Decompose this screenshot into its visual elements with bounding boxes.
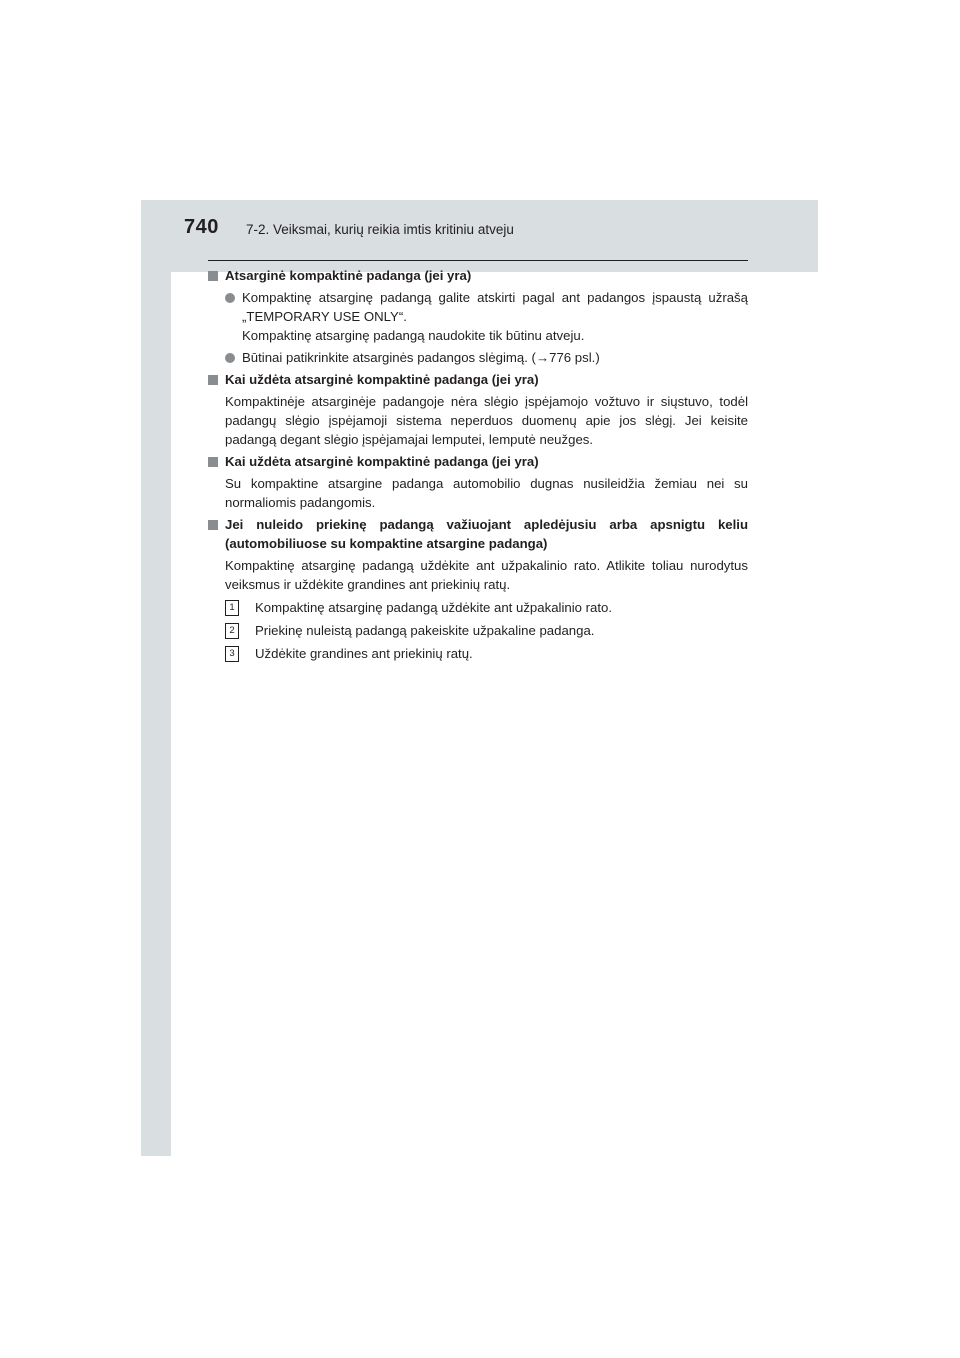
section-heading: Jei nuleido priekinę padangą važiuojant apledėjusiu arba apsnigtu keliu (automobiliuose su kompaktine atsargine padanga) — [225, 517, 748, 551]
step-text: Priekinę nuleistą padangą pakeiskite užpakaline padanga. — [255, 623, 595, 638]
step-item — [225, 598, 748, 617]
bullet-text: Kompaktinę atsarginę padangą galite atskirti pagal ant padangos įspaustą užrašą „TEMPORARY USE ONLY“. — [242, 290, 748, 324]
section-heading: Atsarginė kompaktinė padanga (jei yra) — [225, 268, 472, 283]
section-front-flat-icy-road — [208, 515, 748, 663]
section-text: Kompaktinėje atsarginėje padangoje nėra slėgio įspėjamojo vožtuvo ir siųstuvo, todėl padangų slėgio įspėjamoji sistema neperduos duomenų apie jos slėgį. Jei keisite padangą degant slėgio įspėjamajai lemputei, lemputė neužges. — [225, 394, 748, 447]
square-bullet-icon — [208, 457, 218, 467]
step-text: Uždėkite grandines ant priekinių ratų. — [255, 646, 473, 661]
step-number: 2 — [225, 623, 239, 639]
step-number: 3 — [225, 646, 239, 662]
square-bullet-icon — [208, 271, 218, 281]
bullet-text: Būtinai patikrinkite atsarginės padangos slėgimą. (→776 psl.) — [242, 350, 600, 365]
section-heading: Kai uždėta atsarginė kompaktinė padanga (jei yra) — [225, 454, 539, 469]
square-bullet-icon — [208, 520, 218, 530]
step-item — [225, 644, 748, 663]
step-item — [225, 621, 748, 640]
section-title: 7-2. Veiksmai, kurių reikia imtis kritiniu atveju — [246, 222, 514, 237]
step-number: 1 — [225, 600, 239, 616]
list-item — [225, 288, 748, 345]
content-divider — [208, 260, 748, 261]
square-bullet-icon — [208, 375, 218, 385]
list-item — [225, 348, 748, 367]
round-bullet-icon — [225, 353, 235, 363]
sidebar-band — [141, 200, 171, 1156]
step-text: Kompaktinę atsarginę padangą uždėkite ant užpakalinio rato. — [255, 600, 613, 615]
page-number: 740 — [184, 216, 219, 238]
section-text: Kompaktinę atsarginę padangą uždėkite ant užpakalinio rato. Atlikite toliau nurodytus veiksmus ir uždėkite grandines ant priekinių ratų. — [225, 558, 748, 592]
section-spare-tire — [208, 266, 748, 367]
section-spare-installed-clearance — [208, 452, 748, 512]
round-bullet-icon — [225, 293, 235, 303]
section-spare-installed-pressure — [208, 370, 748, 449]
section-heading: Kai uždėta atsarginė kompaktinė padanga (jei yra) — [225, 372, 539, 387]
bullet-text-extra: Kompaktinę atsarginę padangą naudokite tik būtinu atveju. — [242, 328, 585, 343]
content-body — [208, 266, 748, 666]
section-text: Su kompaktine atsargine padanga automobilio dugnas nusileidžia žemiau nei su normaliomis padangomis. — [225, 476, 748, 510]
